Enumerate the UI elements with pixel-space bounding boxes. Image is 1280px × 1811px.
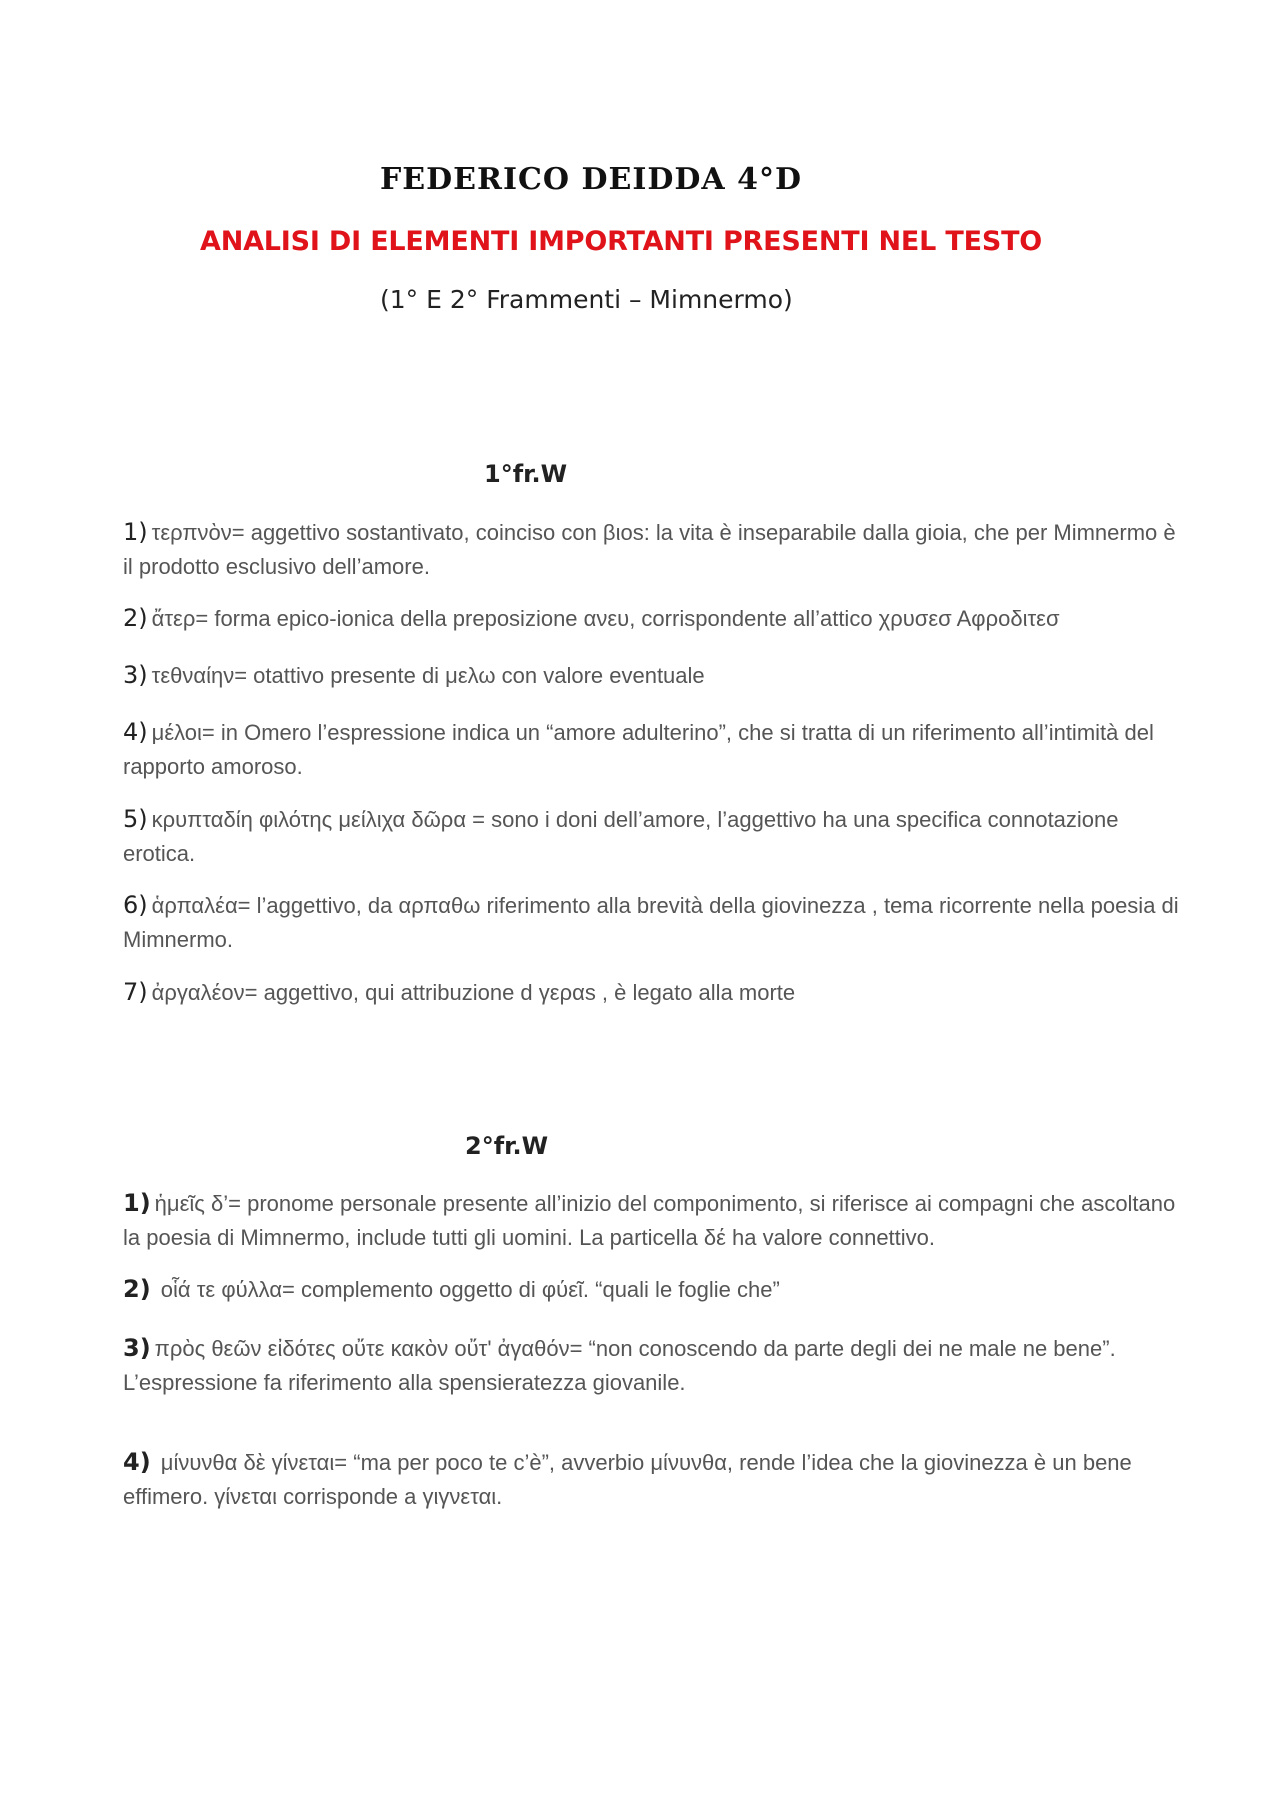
section-2-entry-4	[123, 1445, 1183, 1514]
section-2-entry-1	[123, 1186, 1183, 1255]
section-2-heading: 2°fr.W	[465, 1132, 549, 1160]
entry-text: ἁρπαλέα= l’aggettivo, da αρπαθω riferimento alla brevità della giovinezza , tema ricorrente nella poesia di Mimnermo.	[123, 893, 1179, 952]
section-1-entry-2	[123, 601, 1183, 636]
entry-number: 3)	[123, 661, 148, 689]
section-1-entry-4	[123, 715, 1183, 784]
entry-number: 3)	[123, 1334, 151, 1362]
entry-number: 6)	[123, 891, 148, 919]
entry-text: μίνυνθα δὲ γίνεται= “ma per poco te c’è”, avverbio μίνυνθα, rende l’idea che la giovinezza è un bene effimero. γίνεται corrisponde a γιγνεται.	[123, 1450, 1132, 1509]
entry-number: 7)	[123, 978, 148, 1006]
entry-number: 1)	[123, 518, 148, 546]
entry-text: ἀργαλέον= aggettivo, qui attribuzione d γεραs , è legato alla morte	[151, 980, 796, 1005]
section-1-heading: 1°fr.W	[484, 460, 568, 488]
section-2-entry-3	[123, 1331, 1183, 1400]
document-title: FEDERICO DEIDDA 4°D	[380, 162, 803, 197]
section-1-entry-6	[123, 888, 1183, 957]
section-1-entry-1	[123, 515, 1183, 584]
section-1-entry-5	[123, 802, 1183, 871]
section-1-entry-3	[123, 658, 1183, 693]
fragments-note: (1° E 2° Frammenti – Mimnermo)	[380, 285, 793, 314]
entry-number: 4)	[123, 718, 148, 746]
entry-text: μέλοι= in Omero l’espressione indica un “amore adulterino”, che si tratta di un riferimento all’intimità del rapporto amoroso.	[123, 720, 1154, 779]
entry-text: οἷά τε φύλλα= complemento oggetto di φύεῖ. “quali le foglie che”	[154, 1277, 780, 1302]
entry-text: ἡμεῖς δ’= pronome personale presente all’inizio del componimento, si riferisce ai compagni che ascoltano la poesia di Mimnermo, include tutti gli uomini. La particella δέ ha valore connettivo.	[123, 1191, 1176, 1250]
entry-text: κρυπταδίη φιλότης μείλιχα δῶρα = sono i doni dell’amore, l’aggettivo ha una specifica connotazione erotica.	[123, 807, 1119, 866]
entry-text: τεθναίην= otattivo presente di μελω con valore eventuale	[151, 663, 705, 688]
entry-text: τερπνὸν= aggettivo sostantivato, coinciso con βιοs: la vita è inseparabile dalla gioia, che per Mimnermo è il prodotto esclusivo dell’amore.	[123, 520, 1176, 579]
document-subtitle: ANALISI DI ELEMENTI IMPORTANTI PRESENTI NEL TESTO	[200, 226, 1043, 257]
section-2-entry-2	[123, 1272, 1183, 1307]
entry-number: 5)	[123, 805, 148, 833]
section-1-entry-7	[123, 975, 1183, 1010]
entry-text: πρὸς θεῶν εἰδότες οὔτε κακὸν οὔτ' ἀγαθόν= “non conoscendo da parte degli dei ne male ne bene”. L’espressione fa riferimento alla spensieratezza giovanile.	[123, 1336, 1116, 1395]
entry-number: 4)	[123, 1448, 151, 1476]
entry-number: 2)	[123, 1275, 151, 1303]
entry-text: ἄτερ= forma epico-ionica della preposizione ανευ, corrispondente all’attico χρυσεσ Αφροδιτεσ	[151, 606, 1060, 631]
entry-number: 2)	[123, 604, 148, 632]
entry-number: 1)	[123, 1189, 151, 1217]
